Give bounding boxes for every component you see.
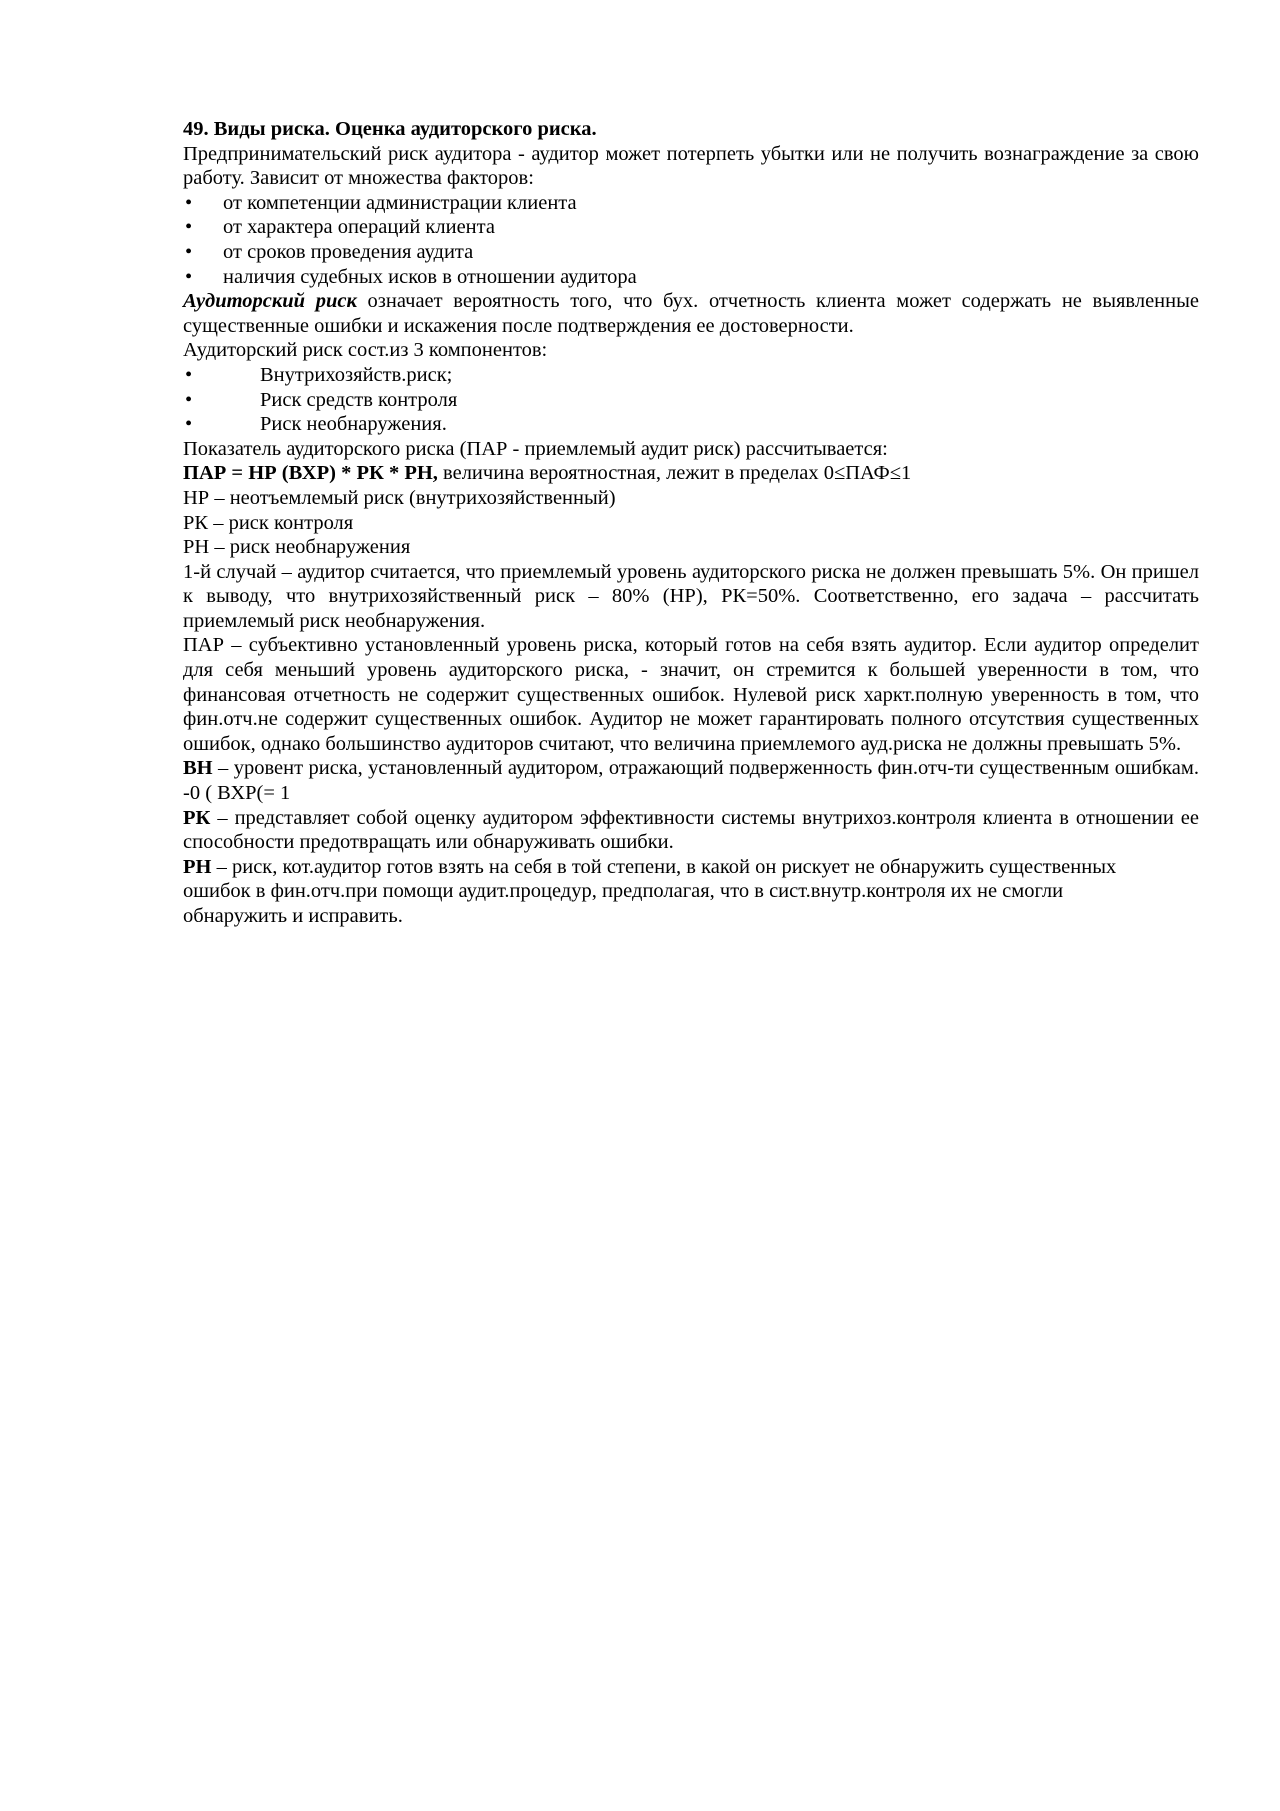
list-item: • от сроков проведения аудита: [185, 240, 474, 263]
indicator-intro: Показатель аудиторского риска (ПАР - приемлемый аудит риск) рассчитывается:: [183, 437, 888, 460]
bullet-icon: •: [185, 388, 193, 411]
section-title: 49. Виды риска. Оценка аудиторского риска.: [183, 118, 597, 140]
bullet-icon: •: [185, 265, 193, 288]
bullet-icon: •: [185, 216, 193, 239]
rk-term: РК: [183, 806, 211, 829]
formula-expression: ПАР = НР (ВХР) * РК * РН,: [183, 462, 438, 485]
rn-term: РН: [183, 855, 212, 878]
definition-nr: НР – неотъемлемый риск (внутрихозяйственный): [183, 486, 616, 509]
rk-paragraph: РК – представляет собой оценку аудитором эффективности системы внутрихоз.контроля клиента в отношении ее способности предотвращать или обнаруживать ошибки.: [183, 806, 1199, 854]
list-item: • Риск средств контроля: [185, 388, 458, 411]
case-one-paragraph: 1-й случай – аудитор считается, что приемлемый уровень аудиторского риска не должен превышать 5%. Он пришел к выводу, что внутрихозяйственный риск – 80% (НР), РК=50%. Соответственно, его задача – рассчитать приемлемый риск необнаружения.: [183, 560, 1199, 632]
audit-risk-term: Аудиторский риск: [183, 290, 357, 313]
list-item: • Внутрихозяйств.риск;: [185, 363, 453, 386]
vn-paragraph: ВН – уровент риска, установленный аудитором, отражающий подверженность фин.отч-ти существенным ошибкам. -0 ( ВХР(= 1: [183, 757, 1199, 805]
audit-risk-definition: Аудиторский риск означает вероятность того, что бух. отчетность клиента может содержать не выявленные существенные ошибки и искажения после подтверждения ее достоверности.: [183, 290, 1199, 337]
vn-term: ВН: [183, 757, 213, 780]
factors-list: [183, 191, 1199, 289]
rn-paragraph: РН – риск, кот.аудитор готов взять на себя в той степени, в какой он рискует не обнаружить существенных ошибок в фин.отч.при помощи аудит.процедур, предполагая, что в сист.внутр.контроля их не смогли обнаружить и исправить.: [183, 855, 1117, 927]
definition-rk: РК – риск контроля: [183, 511, 354, 534]
document-page: [183, 117, 1199, 929]
bullet-icon: •: [185, 413, 193, 436]
intro-paragraph: Предпринимательский риск аудитора - аудитор может потерпеть убытки или не получить вознаграждение за свою работу. Зависит от множества факторов:: [183, 142, 1199, 190]
list-item: • Риск необнаружения.: [185, 413, 447, 436]
list-item: • от компетенции администрации клиента: [185, 191, 577, 214]
bullet-icon: •: [185, 191, 193, 214]
bullet-icon: •: [185, 363, 193, 386]
formula-note: величина вероятностная, лежит в пределах 0≤ПАФ≤1: [437, 462, 912, 485]
list-item: • от характера операций клиента: [185, 216, 495, 239]
list-item: • наличия судебных исков в отношении аудитора: [185, 265, 637, 288]
formula-line: [183, 461, 1199, 486]
definition-rn: РН – риск необнаружения: [183, 536, 411, 559]
components-intro: Аудиторский риск сост.из 3 компонентов:: [183, 339, 548, 362]
components-list: [183, 363, 1199, 437]
par-paragraph: ПАР – субъективно установленный уровень риска, который готов на себя взять аудитор. Если аудитор определит для себя меньший уровень аудиторского риска, - значит, он стремится к большей уверенности в том, что финансовая отчетность не содержит существенных ошибок. Нулевой риск харкт.полную уверенность в том, что фин.отч.не содержит существенных ошибок. Аудитор не может гарантировать полного отсутствия существенных ошибок, однако большинство аудиторов считают, что величина приемлемого ауд.риска не должны превышать 5%.: [183, 634, 1199, 755]
bullet-icon: •: [185, 240, 193, 263]
